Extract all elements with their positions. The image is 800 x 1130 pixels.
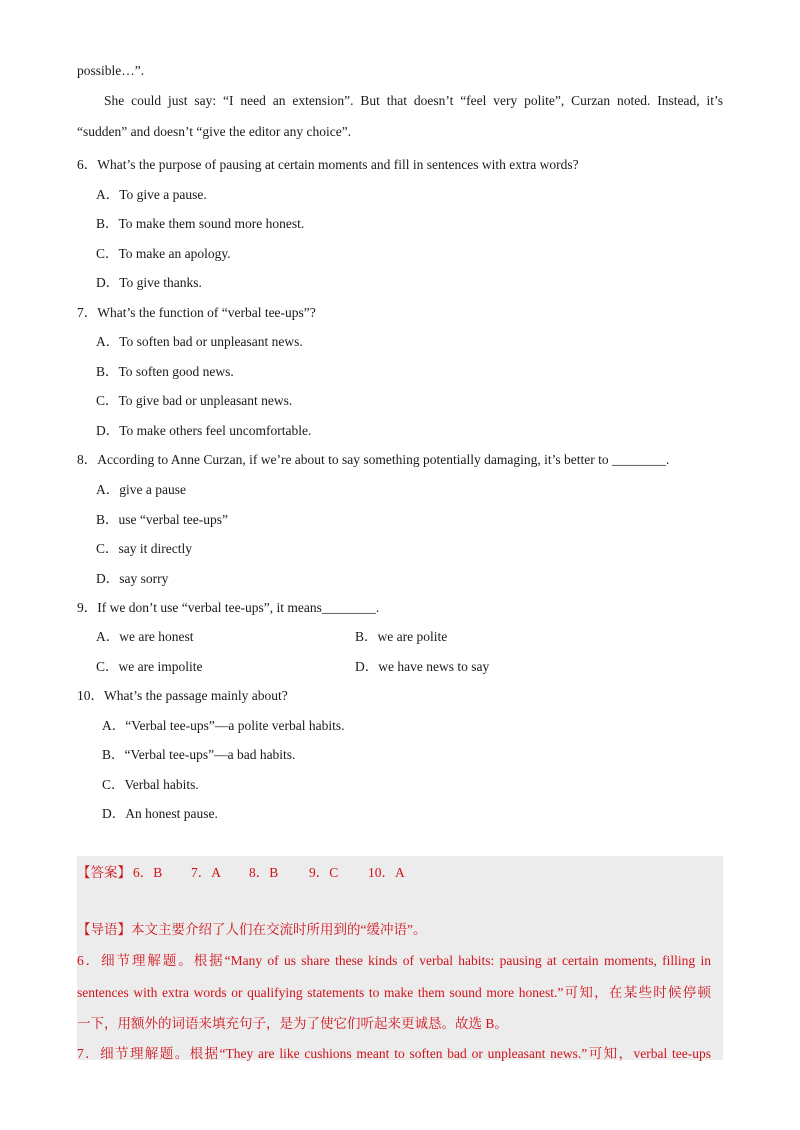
answer-item: 9．C — [309, 865, 339, 880]
explanation-line: sentences with extra words or qualifying statements to make them sound more honest.”可知，在某些时候停顿 — [77, 985, 711, 1000]
option: B．use “verbal tee-ups” — [96, 512, 228, 527]
option: B．“Verbal tee-ups”—a bad habits. — [102, 747, 296, 762]
explanation-line: 7．细节理解题。根据“They are like cushions meant to soften bad or unpleasant news.”可知，verbal tee-ups — [77, 1046, 711, 1061]
question-stem: 7．What’s the function of “verbal tee-ups”? — [77, 305, 316, 320]
answer-item: 8．B — [249, 865, 279, 880]
option: A．To soften bad or unpleasant news. — [96, 334, 303, 349]
option: B．To make them sound more honest. — [96, 216, 305, 231]
option: C．say it directly — [96, 541, 192, 556]
option: A．“Verbal tee-ups”—a polite verbal habits. — [102, 718, 345, 733]
option: B．To soften good news. — [96, 364, 234, 379]
answer-item: 6．B — [133, 865, 163, 880]
option: B．we are polite — [355, 629, 448, 644]
option: D．say sorry — [96, 571, 169, 586]
passage-line: She could just say: “I need an extension”. But that doesn’t “feel very polite”, Curzan noted. Instead, it’s — [104, 93, 723, 108]
passage-line: possible…”. — [77, 63, 145, 78]
passage-line: “sudden” and doesn’t “give the editor any choice”. — [77, 124, 352, 139]
question-stem: 8．According to Anne Curzan, if we’re about to say something potentially damaging, it’s better to ________. — [77, 452, 670, 467]
question-stem: 10．What’s the passage mainly about? — [77, 688, 288, 703]
option: A．give a pause — [96, 482, 186, 497]
option: C．To make an apology. — [96, 246, 231, 261]
explanation-intro: 【导语】本文主要介绍了人们在交流时所用到的“缓冲语”。 — [77, 922, 427, 937]
explanation-line: 一下，用额外的词语来填充句子，是为了使它们听起来更诚恳。故选 B。 — [77, 1016, 508, 1031]
option: D．To give thanks. — [96, 275, 202, 290]
option: D．we have news to say — [355, 659, 490, 674]
question-stem: 6．What’s the purpose of pausing at certain moments and fill in sentences with extra words? — [77, 157, 579, 172]
answer-item: 10．A — [368, 865, 405, 880]
question-stem: 9．If we don’t use “verbal tee-ups”, it means________. — [77, 600, 380, 615]
option: D．To make others feel uncomfortable. — [96, 423, 312, 438]
option: A．we are honest — [96, 629, 194, 644]
option: C．Verbal habits. — [102, 777, 199, 792]
option: C．To give bad or unpleasant news. — [96, 393, 293, 408]
option: C．we are impolite — [96, 659, 203, 674]
answer-label: 【答案】 — [77, 865, 131, 880]
answer-item: 7．A — [191, 865, 221, 880]
explanation-line: 6．细节理解题。根据“Many of us share these kinds of verbal habits: pausing at certain moments, filling in — [77, 953, 711, 968]
option: D．An honest pause. — [102, 806, 218, 821]
option: A．To give a pause. — [96, 187, 207, 202]
